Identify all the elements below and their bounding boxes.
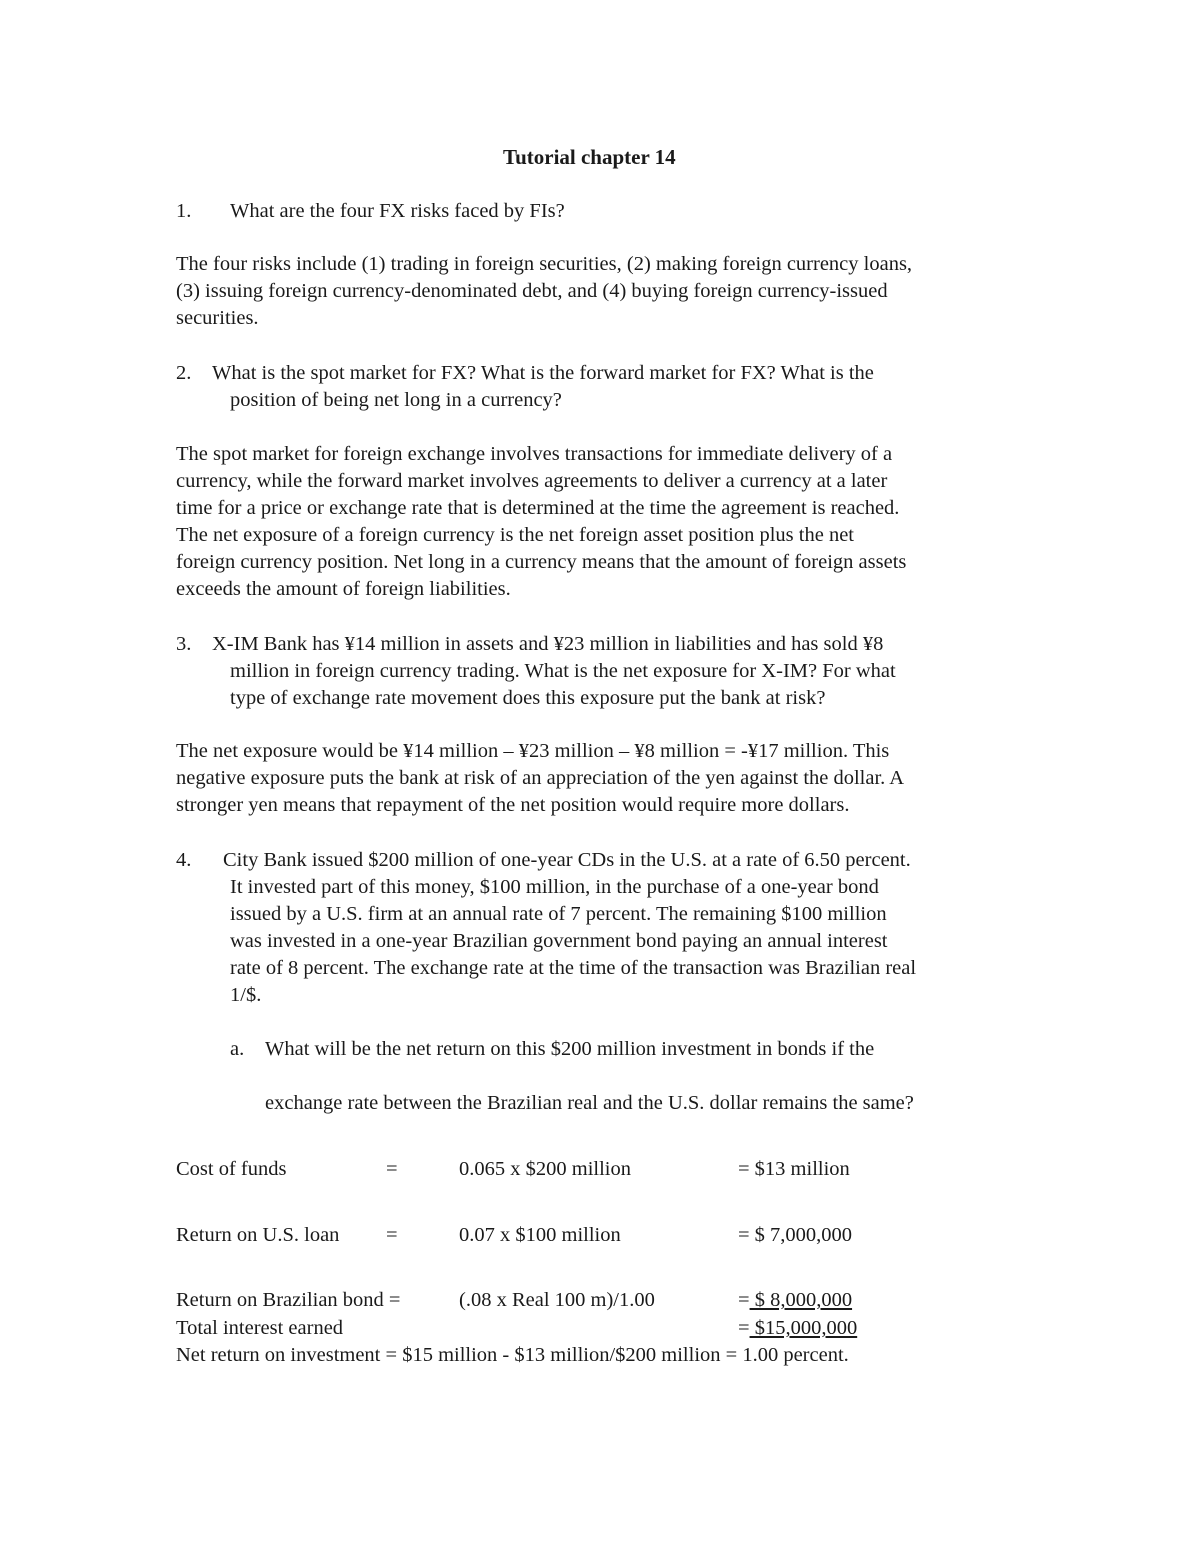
question-4-line: City Bank issued $200 million of one-year CDs in the U.S. at a rate of 6.50 percent. — [223, 849, 911, 871]
question-2-number: 2. — [176, 362, 192, 384]
question-1-number: 1. — [176, 200, 192, 222]
calc-brazil-equals: = — [738, 1289, 750, 1311]
calc-brazil-formula: (.08 x Real 100 m)/1.00 — [459, 1289, 655, 1311]
answer-3-line: The net exposure would be ¥14 million – ¥23 million – ¥8 million = -¥17 million. This — [176, 740, 890, 762]
calc-cost-equals: = — [386, 1158, 398, 1180]
question-4-line: It invested part of this money, $100 million, in the purchase of a one-year bond — [230, 876, 879, 898]
answer-2-line: The spot market for foreign exchange involves transactions for immediate delivery of a — [176, 443, 893, 465]
calc-total-result — [738, 1315, 857, 1342]
answer-2-line: The net exposure of a foreign currency is the net foreign asset position plus the net — [176, 524, 855, 546]
question-3-line: type of exchange rate movement does this exposure put the bank at risk? — [230, 687, 826, 709]
calc-brazil-amount: $ 8,000,000 — [749, 1289, 853, 1311]
answer-2-line: foreign currency position. Net long in a currency means that the amount of foreign assets — [176, 551, 907, 573]
calc-net-return: Net return on investment = $15 million - $13 million/$200 million = 1.00 percent. — [176, 1344, 849, 1366]
answer-2-line: time for a price or exchange rate that is determined at the time the agreement is reached. — [176, 497, 900, 519]
question-3-number: 3. — [176, 633, 192, 655]
calc-us-result: = $ 7,000,000 — [738, 1224, 853, 1246]
question-4-line: 1/$. — [230, 984, 262, 1006]
calc-us-label: Return on U.S. loan — [176, 1224, 340, 1246]
question-2-line: position of being net long in a currency? — [230, 389, 562, 411]
answer-2 — [176, 441, 1036, 603]
calc-total-amount: $15,000,000 — [749, 1317, 858, 1339]
page-title: Tutorial chapter 14 — [503, 145, 676, 169]
question-1-text: What are the four FX risks faced by FIs? — [230, 200, 565, 222]
calc-brazil-label: Return on Brazilian bond = — [176, 1289, 401, 1311]
question-4-line: was invested in a one-year Brazilian government bond paying an annual interest — [230, 930, 888, 952]
answer-2-line: exceeds the amount of foreign liabilities. — [176, 578, 511, 600]
answer-1 — [176, 251, 1036, 332]
calc-total-label: Total interest earned — [176, 1317, 344, 1339]
calc-cost-result: = $13 million — [738, 1158, 850, 1180]
answer-3-line: negative exposure puts the bank at risk of an appreciation of the yen against the dollar. A — [176, 767, 905, 789]
question-4-line: rate of 8 percent. The exchange rate at the time of the transaction was Brazilian real — [230, 957, 917, 979]
calc-us-formula: 0.07 x $100 million — [459, 1224, 621, 1246]
question-3-line: X-IM Bank has ¥14 million in assets and ¥23 million in liabilities and has sold ¥8 — [212, 633, 884, 655]
question-3-line: million in foreign currency trading. What is the net exposure for X-IM? For what — [230, 660, 896, 682]
calc-cost-label: Cost of funds — [176, 1158, 287, 1180]
answer-1-line: The four risks include (1) trading in foreign securities, (2) making foreign currency loans, — [176, 253, 913, 275]
answer-1-line: (3) issuing foreign currency-denominated debt, and (4) buying foreign currency-issued — [176, 280, 888, 302]
calc-brazil-result — [738, 1287, 852, 1314]
subquestion-a-letter: a. — [230, 1038, 245, 1060]
subquestion-a-line: What will be the net return on this $200 million investment in bonds if the — [265, 1038, 875, 1060]
subquestion-a-line: exchange rate between the Brazilian real and the U.S. dollar remains the same? — [265, 1092, 914, 1114]
calc-us-equals: = — [386, 1224, 398, 1246]
question-4-number: 4. — [176, 849, 192, 871]
calc-total-equals: = — [738, 1317, 750, 1339]
answer-1-line: securities. — [176, 307, 259, 329]
answer-3 — [176, 738, 1036, 819]
answer-2-line: currency, while the forward market involves agreements to deliver a currency at a later — [176, 470, 888, 492]
question-2-line: What is the spot market for FX? What is the forward market for FX? What is the — [212, 362, 874, 384]
calc-cost-formula: 0.065 x $200 million — [459, 1158, 631, 1180]
answer-3-line: stronger yen means that repayment of the net position would require more dollars. — [176, 794, 850, 816]
question-4-line: issued by a U.S. firm at an annual rate of 7 percent. The remaining $100 million — [230, 903, 887, 925]
